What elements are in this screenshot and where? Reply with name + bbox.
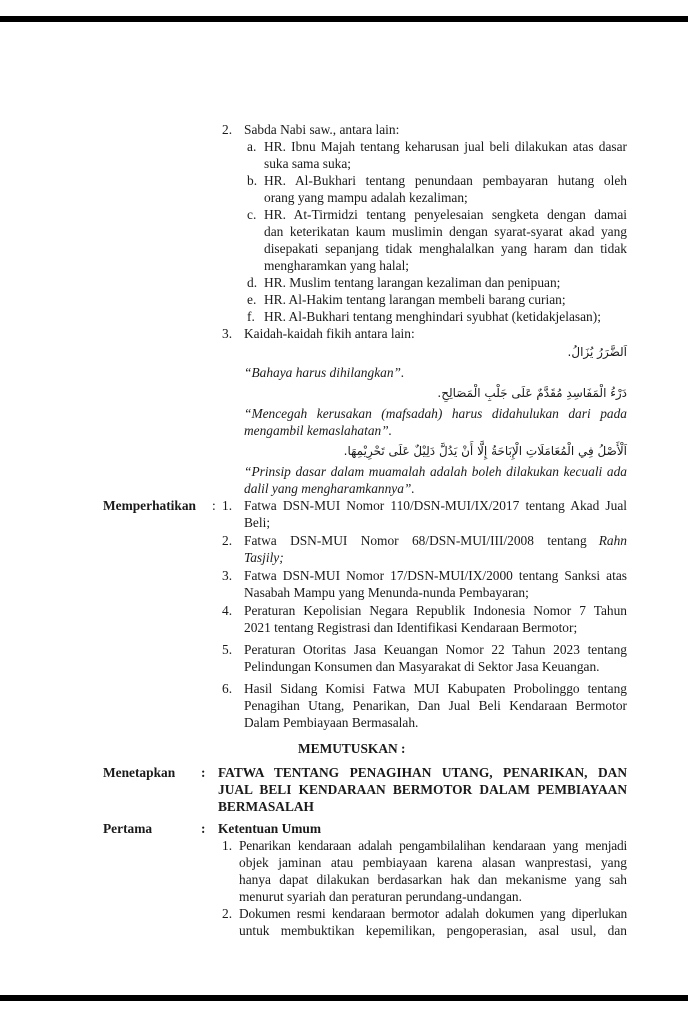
fatwa-title-line: JUAL BELI KENDARAAN BERMOTOR DALAM PEMBIAYAAN xyxy=(218,782,627,797)
list-number: 3. xyxy=(222,326,233,341)
list-letter: f. xyxy=(247,309,255,324)
list-item-line: HR. Ibnu Majah tentang keharusan jual beli dilakukan atas dasar xyxy=(264,139,627,154)
section-title: Sabda Nabi saw., antara lain: xyxy=(244,122,400,137)
list-item-line: mengharamkan yang halal; xyxy=(264,258,410,273)
arabic-rule: اَلْأَصْلُ فِي الْمُعَامَلَاتِ الْإِبَاحَةُ إِلَّا أَنْ يَدُلَّ دَلِيْلٌ عَلَى تَحْرِيْمِهَا. xyxy=(343,444,627,458)
list-item-line: objek jaminan atau pembiayaan karena alasan wanprestasi, yang xyxy=(239,855,627,870)
word: tentang xyxy=(547,533,587,548)
list-number: 6. xyxy=(222,681,233,696)
list-number: 3. xyxy=(222,568,233,583)
list-number: 2. xyxy=(222,533,233,548)
list-item-line: HR. At-Tirmidzi tentang penyelesaian sengketa dengan damai xyxy=(264,207,627,222)
list-item-line: Peraturan Otoritas Jasa Keuangan Nomor 22 Tahun 2023 tentang xyxy=(244,642,627,657)
reference-text xyxy=(244,532,587,549)
list-number: 1. xyxy=(222,498,233,513)
arabic-rule: اَلضَّرَرُ يُزَالُ. xyxy=(567,345,627,359)
section-heading: Ketentuan Umum xyxy=(218,821,322,836)
section-label: Memperhatikan xyxy=(103,498,196,513)
list-item-line: HR. Al-Hakim tentang larangan membeli barang curian; xyxy=(264,292,566,307)
list-item-line: Tasjily; xyxy=(244,550,284,565)
list-item-line: Peraturan Kepolisian Negara Republik Indonesia Nomor 7 Tahun xyxy=(244,603,627,618)
list-number: 4. xyxy=(222,603,233,618)
list-number: 2. xyxy=(222,906,233,921)
list-item-line: Pelindungan Konsumen dan Masyarakat di Sektor Jasa Keuangan. xyxy=(244,659,600,674)
list-item-line: disepakati sepanjang tidak menghalalkan yang haram dan tidak xyxy=(264,241,627,256)
list-item-line: menurut syariah dan peraturan perundang-undangan. xyxy=(239,889,522,904)
rule-translation: “Prinsip dasar dalam muamalah adalah boleh dilakukan kecuali ada xyxy=(244,464,627,479)
label-colon: : xyxy=(212,498,216,513)
list-item-line: Hasil Sidang Komisi Fatwa MUI Kabupaten Probolinggo tentang xyxy=(244,681,627,696)
list-item-line: hanya dapat dilakukan berdasarkan hak dan mekanisme yang sah xyxy=(239,872,627,887)
list-number: 2. xyxy=(222,122,233,137)
list-item-line: Beli; xyxy=(244,515,271,530)
word: Nomor xyxy=(360,533,399,548)
rule-translation: “Bahaya harus dihilangkan”. xyxy=(244,365,405,380)
list-number: 5. xyxy=(222,642,233,657)
list-item-line: HR. Al-Bukhari tentang menghindari syubhat (ketidakjelasan); xyxy=(264,309,601,324)
page-bottom-border xyxy=(0,995,688,1001)
list-item-line: Nasabah Mampu yang Menunda-nunda Pembayaran; xyxy=(244,585,529,600)
word: 68/DSN-MUI/III/2008 xyxy=(411,533,534,548)
reference-italic-term: Rahn xyxy=(598,533,627,548)
list-letter: e. xyxy=(247,292,257,307)
list-item-line xyxy=(244,532,627,549)
page-top-border xyxy=(0,16,688,22)
list-item-line: untuk membuktikan kepemilikan, pengoperasian, asal usul, dan xyxy=(239,923,627,938)
rule-translation: dalil yang mengharamkannya”. xyxy=(244,481,415,496)
list-letter: b. xyxy=(247,173,258,188)
fatwa-title-line: FATWA TENTANG PENAGIHAN UTANG, PENARIKAN, DAN xyxy=(218,765,627,780)
label-colon: : xyxy=(201,765,206,780)
list-item-line: dan keterikatan kaum muslimin dengan syarat-syarat akad yang xyxy=(264,224,627,239)
list-item-line: 2021 tentang Registrasi dan Identifikasi Kendaraan Bermotor; xyxy=(244,620,578,635)
word: Fatwa xyxy=(244,533,277,548)
section-label: Pertama xyxy=(103,821,153,836)
label-colon: : xyxy=(201,821,206,836)
rule-translation: “Mencegah kerusakan (mafsadah) harus didahulukan dari pada xyxy=(244,406,627,421)
list-item-line: HR. Al-Bukhari tentang penundaan pembayaran hutang oleh xyxy=(264,173,627,188)
list-item-line: Dokumen resmi kendaraan bermotor adalah dokumen yang diperlukan xyxy=(239,906,627,921)
fatwa-title-line: BERMASALAH xyxy=(218,799,314,814)
section-label: Menetapkan xyxy=(103,765,176,780)
list-item-line: Fatwa DSN-MUI Nomor 110/DSN-MUI/IX/2017 tentang Akad Jual xyxy=(244,498,627,513)
rule-translation: mengambil kemaslahatan”. xyxy=(244,423,393,438)
decision-heading: MEMUTUSKAN : xyxy=(298,741,406,756)
word: DSN-MUI xyxy=(290,533,348,548)
list-letter: c. xyxy=(247,207,257,222)
list-number: 1. xyxy=(222,838,233,853)
list-item-line: HR. Muslim tentang larangan kezaliman dan penipuan; xyxy=(264,275,561,290)
list-item-line: Penagihan Utang, Penarikan, Dan Jual Beli Kendaraan Bermotor xyxy=(244,698,627,713)
section-title: Kaidah-kaidah fikih antara lain: xyxy=(244,326,415,341)
list-letter: d. xyxy=(247,275,258,290)
list-item-line: Penarikan kendaraan adalah pengambilalihan kendaraan yang menjadi xyxy=(239,838,627,853)
list-item-line: Dalam Pembiayaan Bermasalah. xyxy=(244,715,419,730)
list-item-line: Fatwa DSN-MUI Nomor 17/DSN-MUI/IX/2000 tentang Sanksi atas xyxy=(244,568,627,583)
arabic-rule: دَرْءُ الْمَفَاسِدِ مُقَدَّمٌ عَلَى جَلْبِ الْمَصَالِحِ. xyxy=(437,386,627,400)
list-item-line: orang yang mampu adalah kezaliman; xyxy=(264,190,468,205)
list-item-line: suka sama suka; xyxy=(264,156,352,171)
list-letter: a. xyxy=(247,139,257,154)
